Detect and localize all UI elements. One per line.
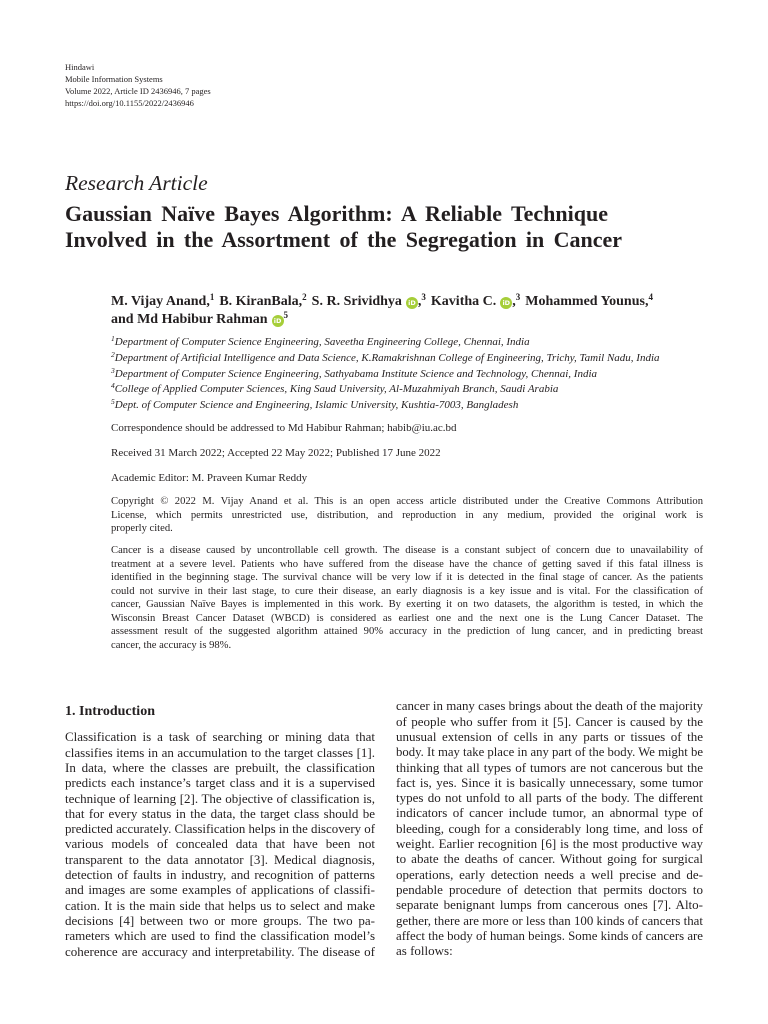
author-line (111, 311, 731, 329)
body-text-line: indicators of cancer include tumor, an abnormal type of (396, 805, 703, 821)
orcid-icon[interactable]: iD (500, 297, 512, 309)
copyright-line: properly cited. (111, 523, 173, 534)
affiliation-list (111, 335, 703, 414)
affiliation-ref: 3 (515, 292, 521, 302)
body-text-line: weight. Earlier recognition [6] is the most productive way (396, 836, 703, 852)
author-name: S. R. Srividhya (311, 294, 402, 309)
author-name: M. Vijay Anand (111, 294, 207, 309)
body-text-line: various models of concealed data that have been not (65, 836, 375, 852)
abstract-line: cancer, Gaussian Naïve Bayes is implemented in this work. By exerting it on two datasets, the algorithm is tested, in which the (111, 599, 703, 611)
body-text-line: rameters which are used to find the classification model’s (65, 928, 375, 944)
body-text-line: predicts each instance’s target class and it is a supervised (65, 775, 375, 791)
section-heading: 1. Introduction (65, 704, 155, 719)
email-link[interactable]: habib@iu.ac.bd (387, 422, 457, 434)
author (219, 294, 306, 309)
author-separator: , (206, 294, 210, 309)
body-text-line: predicted accurately. Classification helps in the discovery of (65, 821, 375, 837)
article-type: Research Article (65, 171, 208, 195)
abstract (111, 544, 703, 653)
title-line: Involved in the Assortment of the Segregation in Cancer (65, 227, 622, 252)
body-text-line: fact is, yes. Since it is basically unnecessary, some tumor (396, 774, 703, 790)
body-text-line: transparent to the data annotator [3]. Medical diagnosis, (65, 851, 375, 867)
affiliation-text: Dept. of Computer Science and Engineering, Islamic University, Kushtia-7003, Bangladesh (114, 399, 519, 411)
abstract-line: Cancer is a disease caused by uncontrollable cell growth. The disease is a constant subject of concern due to unavailability of (111, 545, 703, 556)
affiliation-ref: 5 (283, 310, 289, 320)
author-separator: , (417, 294, 422, 309)
affiliation (111, 367, 703, 383)
affiliation-ref: 4 (648, 292, 653, 302)
abstract-line: cancer, the accuracy is 98%. (111, 639, 232, 651)
body-text-line: types do not unfold to all parts of the body. The different (396, 790, 703, 806)
affiliation-text: Department of Computer Science Engineering, Sathyabama Institute Science and Technology, Chennai, India (114, 367, 598, 380)
body-text-line: to abate the deaths of cancer. Without going for surgical (396, 851, 703, 867)
body-text-line: cancer in many cases brings about the death of the majority (396, 698, 703, 714)
body-text-line: detection of faults in industry, and recognition of patterns (65, 867, 375, 883)
abstract-line: treatment at a severe level. Patients who have suffered from the disease have the chance of getting saved if this fatal illness is (111, 558, 703, 570)
affiliation-text: Department of Artificial Intelligence and Data Science, K.Ramakrishnan College of Engineering, Trichy, Tamil Nadu, India (114, 351, 660, 364)
paper-title (65, 201, 685, 253)
abstract-line: could not survive in their last stage, to cure their disease, an early diagnosis is a key issue and is vital. For the classification of (111, 585, 703, 597)
body-text-line: affect the body of human beings. Some kinds of cancers are (396, 927, 703, 943)
affiliation-ref: 2 (302, 292, 307, 302)
affiliation (111, 398, 703, 414)
author-name: Kavitha C. (430, 294, 497, 309)
body-text-line: body. It may take place in any part of the body. We might be (396, 744, 703, 760)
body-text-line: gether, there are more or less than 100 kinds of cancers that (396, 912, 703, 928)
body-text-line: bleeding, cough for a considerably long time, and loss of (396, 820, 703, 836)
affiliation (111, 382, 703, 398)
affiliation-ref: 1 (209, 292, 215, 302)
affiliation-number: 1 (111, 334, 115, 343)
author-name: B. KiranBala (219, 294, 299, 309)
affiliation-number: 4 (111, 381, 115, 391)
body-text-line: of people who suffer from it [5]. Cancer is caused by the (396, 713, 703, 729)
body-text-line: unusual extension of cells in any parts or tissues of the (396, 728, 703, 744)
abstract-line: identified in the beginning stage. The survival chance will be very low if it is detected in the final stage of cancer. As the patients (111, 572, 703, 584)
body-column-right (396, 698, 703, 958)
abstract-line: Wisconsin Breast Cancer Dataset (WBCD) is considered as earliest one and the next one is the Lung Cancer Dataset. The (111, 612, 703, 624)
body-text-line: In data, where the classes are prebuilt, the classification (65, 759, 375, 775)
author-name: Md Habibur Rahman (137, 312, 268, 327)
affiliation (111, 335, 703, 351)
affiliation-number: 2 (111, 349, 115, 359)
body-text-line: coherence are accuracy and interpretability. The disease of (65, 943, 375, 959)
volume-info: Volume 2022, Article ID 2436946, 7 pages (65, 86, 211, 96)
author (137, 312, 288, 327)
author (111, 294, 214, 309)
affiliation-text: Department of Computer Science Engineering, Saveetha Engineering College, Chennai, India (114, 336, 530, 348)
body-text-line: thinking that all types of tumors are not cancerous but the (396, 759, 703, 775)
author-separator: , (644, 294, 649, 309)
publication-dates: Received 31 March 2022; Accepted 22 May 2022; Published 17 June 2022 (111, 447, 441, 459)
copyright-line: Copyright © 2022 M. Vijay Anand et al. This is an open access article distributed under the Creative Commons Attribution (111, 496, 703, 507)
correspondence-text: Correspondence should be addressed to Md Habibur Rahman; (111, 422, 388, 434)
author-separator: , (298, 294, 303, 309)
body-text-line: decisions [4] between two or more groups. The two pa- (65, 912, 375, 928)
affiliation-number: 3 (111, 365, 115, 375)
academic-editor: Academic Editor: M. Praveen Kumar Reddy (111, 472, 308, 484)
body-text-line: and images are some examples of applications of classifi- (65, 882, 375, 898)
author (525, 294, 653, 309)
orcid-icon[interactable]: iD (406, 297, 418, 309)
body-column-left (65, 729, 375, 958)
doi-link[interactable]: https://doi.org/10.1155/2022/2436946 (65, 98, 194, 108)
affiliation-ref: 3 (421, 292, 426, 302)
copyright-line: License, which permits unrestricted use, distribution, and reproduction in any medium, provided the original work is (111, 509, 703, 521)
journal-name: Mobile Information Systems (65, 74, 163, 84)
body-text-line: cation. It is the main side that helps us to select and make (65, 897, 375, 913)
affiliation-text: College of Applied Computer Sciences, King Saud University, Al-Muzahmiyah Branch, Saudi Arabia (114, 383, 559, 396)
abstract-line: assessment result of the suggested algorithm attained 90% accuracy in the prediction of lung cancer, and in predicting breast (111, 626, 703, 638)
author-list (111, 293, 731, 329)
body-text-line: technique of learning [2]. The objective of classification is, (65, 790, 375, 806)
journal-header (65, 61, 365, 109)
author-line (111, 293, 731, 311)
author (431, 294, 520, 309)
body-text-line: pendable procedure of detection that permits doctors to (396, 881, 703, 897)
author-conjunction: and (111, 312, 134, 327)
affiliation-number: 5 (111, 397, 115, 406)
body-text-line: operations, early detection needs a well precise and de- (396, 866, 703, 882)
author-name: Mohammed Younus (525, 294, 645, 309)
publisher-name: Hindawi (65, 62, 95, 72)
orcid-icon[interactable]: iD (272, 315, 284, 327)
affiliation (111, 351, 703, 367)
body-text-line: Classification is a task of searching or mining data that (65, 729, 375, 745)
title-line: Gaussian Naïve Bayes Algorithm: A Reliable Technique (65, 201, 608, 226)
copyright-notice (111, 495, 703, 536)
body-text-line: as follows: (396, 943, 453, 959)
body-text-line: classifies items in an accumulation to the target classes [1]. (65, 744, 375, 760)
body-text-line: separate benignant lumps from cancerous ones [7]. Alto- (396, 897, 703, 913)
body-text-line: that for every status in the data, the target class should be (65, 805, 375, 821)
correspondence (111, 420, 703, 436)
author-separator: , (512, 294, 516, 309)
author (312, 294, 426, 309)
